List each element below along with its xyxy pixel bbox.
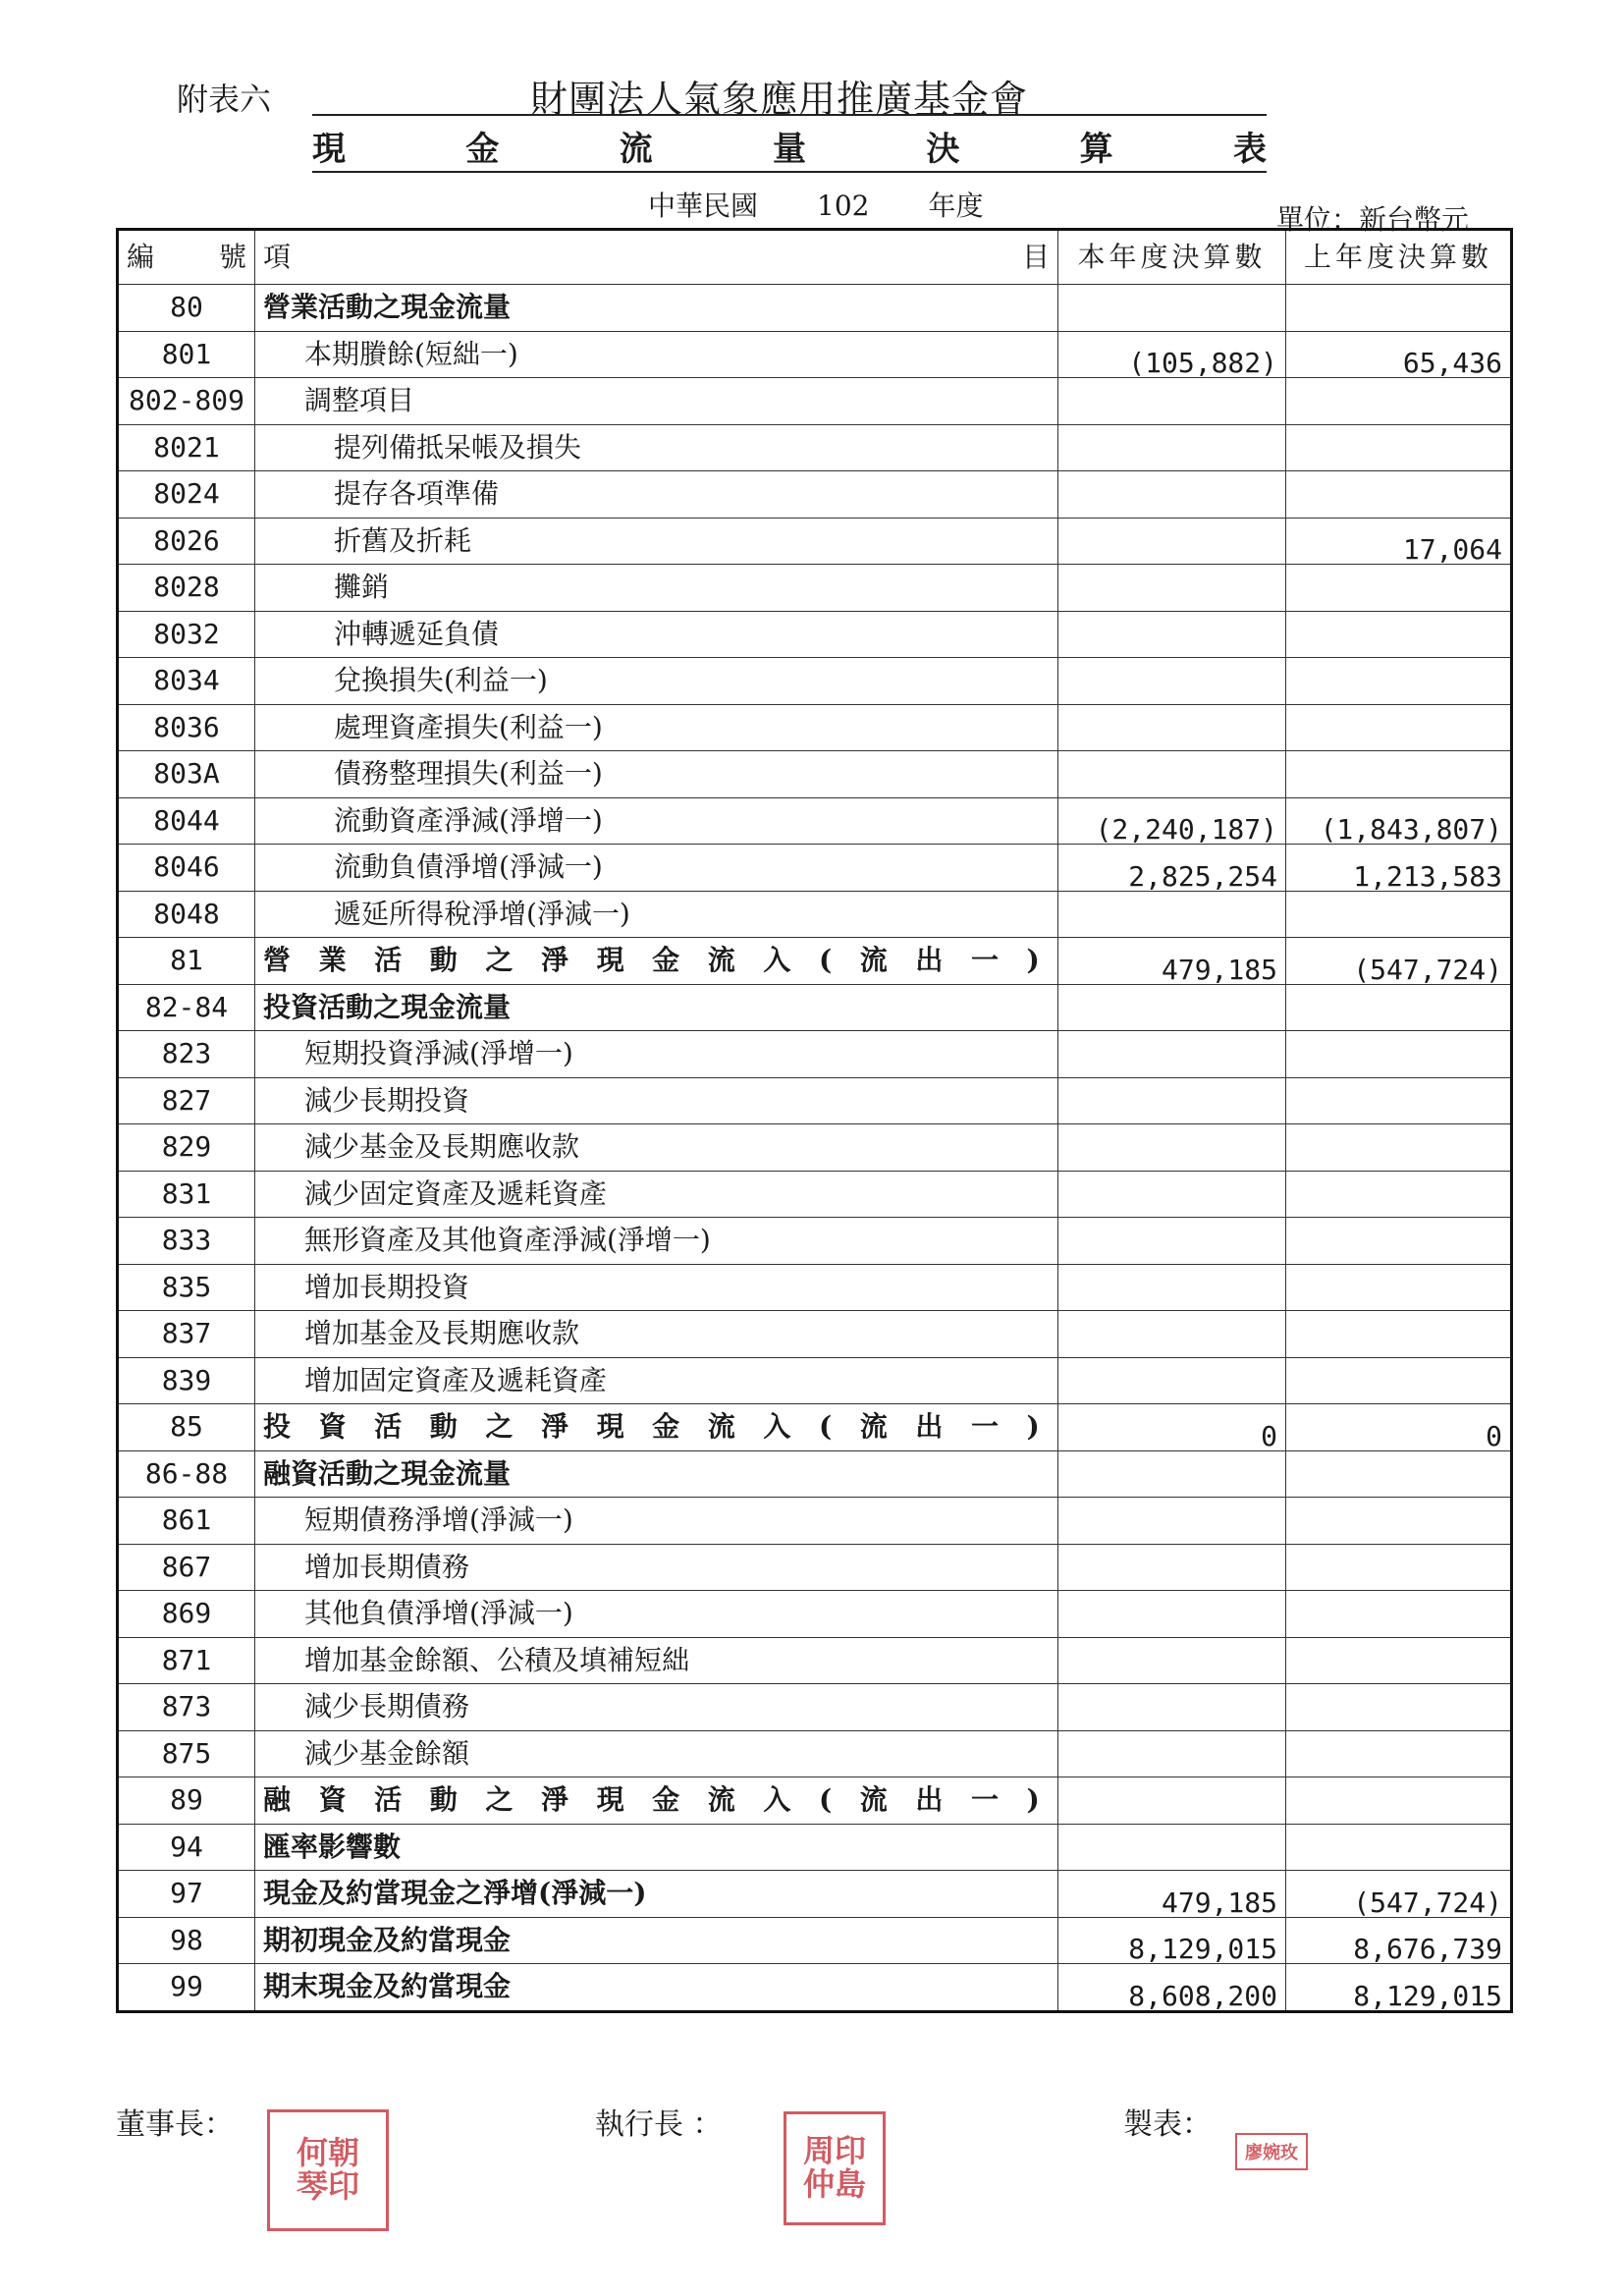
previous-year-amount [1286,891,1512,938]
previous-year-amount [1286,611,1512,658]
row-code: 85 [118,1404,255,1451]
row-code: 8032 [118,611,255,658]
row-item: 短期債務淨增(淨減一) [255,1498,1058,1545]
current-year-amount [1058,1077,1286,1124]
row-item: 流動負債淨增(淨減一) [255,845,1058,892]
title-char: 現 [312,130,346,169]
previous-year-amount: (1,843,807) [1286,797,1512,845]
table-row [118,1824,1512,1871]
previous-year-amount [1286,1777,1512,1825]
row-code: 8034 [118,658,255,705]
table-row [118,984,1512,1031]
previous-year-amount [1286,1637,1512,1684]
row-item: 處理資產損失(利益一) [255,704,1058,751]
current-year-amount [1058,704,1286,751]
table-row [118,1730,1512,1777]
preparer-label: 製表： [1123,2107,1212,2142]
current-year-amount [1058,611,1286,658]
table-row [118,1264,1512,1311]
previous-year-amount [1286,751,1512,798]
organization-name: 財團法人氣象應用推廣基金會 [530,78,1029,121]
row-item: 提存各項準備 [255,471,1058,519]
row-item: 增加基金餘額、公積及填補短絀 [255,1637,1058,1684]
previous-year-amount [1286,1824,1512,1871]
current-year-amount [1058,424,1286,471]
row-item: 流動資產淨減(淨增一) [255,797,1058,845]
row-item: 減少固定資產及遞耗資產 [255,1171,1058,1218]
table-row [118,1917,1512,1964]
code-header: 編 號 [118,230,255,285]
previous-year-amount [1286,1218,1512,1265]
current-year-amount [1058,1498,1286,1545]
previous-year-amount: 1,213,583 [1286,845,1512,892]
previous-year-amount [1286,1591,1512,1638]
table-row [118,331,1512,378]
row-item [255,1404,1058,1451]
currency-unit: 單位：新台幣元 [1276,203,1470,236]
table-row [118,1637,1512,1684]
previous-year-header: 上年度決算數 [1286,230,1512,285]
current-year-amount [1058,1824,1286,1871]
previous-year-amount: 17,064 [1286,518,1512,565]
title-char: 量 [772,130,806,169]
table-row [118,424,1512,471]
current-year-amount: 479,185 [1058,938,1286,985]
current-year-amount: 8,608,200 [1058,1964,1286,2012]
row-code: 8024 [118,471,255,519]
row-item: 攤銷 [255,565,1058,612]
row-item: 期末現金及約當現金 [255,1964,1058,2012]
previous-year-amount [1286,1171,1512,1218]
row-code: 803A [118,751,255,798]
row-item: 現金及約當現金之淨增(淨減一) [255,1871,1058,1918]
row-code: 8036 [118,704,255,751]
current-year-amount [1058,1450,1286,1498]
previous-year-amount: (547,724) [1286,938,1512,985]
previous-year-amount [1286,1031,1512,1078]
current-year-amount [1058,658,1286,705]
row-item: 本期賸餘(短絀一) [255,331,1058,378]
previous-year-amount [1286,471,1512,519]
current-year-amount [1058,1357,1286,1404]
table-row [118,1077,1512,1124]
current-year-amount [1058,285,1286,332]
row-item: 減少基金及長期應收款 [255,1124,1058,1172]
current-year-amount [1058,1124,1286,1172]
table-row [118,518,1512,565]
table-row [118,1777,1512,1825]
row-code: 833 [118,1218,255,1265]
title-char: 算 [1079,130,1113,169]
row-code: 829 [118,1124,255,1172]
current-year-amount: (2,240,187) [1058,797,1286,845]
row-code: 89 [118,1777,255,1825]
row-code: 97 [118,1871,255,1918]
table-row [118,1684,1512,1731]
row-item-text: 投 資 活 動 之 淨 現 金 流 入 ( 流 出 一 ) [263,1410,1040,1444]
previous-year-amount: 65,436 [1286,331,1512,378]
item-header: 項 目 [255,230,1058,285]
row-item: 增加基金及長期應收款 [255,1311,1058,1358]
row-item: 遞延所得稅淨增(淨減一) [255,891,1058,938]
title-underline [312,171,1267,173]
year-number: 102 [817,190,870,222]
table-row [118,1311,1512,1358]
title-char: 流 [619,130,653,169]
table-row [118,1591,1512,1638]
previous-year-amount [1286,1077,1512,1124]
current-year-amount: 0 [1058,1404,1286,1451]
row-item: 匯率影響數 [255,1824,1058,1871]
previous-year-amount [1286,1450,1512,1498]
row-code: 8026 [118,518,255,565]
year-suffix: 年度 [928,190,984,222]
row-code: 861 [118,1498,255,1545]
report-title [312,122,1267,171]
table-row [118,378,1512,425]
current-year-header: 本年度決算數 [1058,230,1286,285]
table-row [118,565,1512,612]
table-row [118,658,1512,705]
table-row [118,471,1512,519]
table-row [118,751,1512,798]
row-code: 82-84 [118,984,255,1031]
previous-year-amount [1286,658,1512,705]
row-item-text: 融 資 活 動 之 淨 現 金 流 入 ( 流 出 一 ) [263,1783,1040,1817]
table-row [118,1871,1512,1918]
appendix-label: 附表六 [177,81,272,118]
previous-year-amount [1286,565,1512,612]
title-char: 決 [926,130,960,169]
chairman-seal: 何朝 琴印 [267,2109,389,2231]
current-year-amount [1058,1730,1286,1777]
previous-year-amount [1286,285,1512,332]
row-item: 增加固定資產及遞耗資產 [255,1357,1058,1404]
previous-year-amount [1286,1311,1512,1358]
table-row [118,797,1512,845]
row-code: 823 [118,1031,255,1078]
table-header-row [118,230,1512,285]
previous-year-amount [1286,1498,1512,1545]
current-year-amount [1058,891,1286,938]
previous-year-amount: 0 [1286,1404,1512,1451]
row-code: 835 [118,1264,255,1311]
table-row [118,1498,1512,1545]
current-year-amount: 479,185 [1058,1871,1286,1918]
row-code: 839 [118,1357,255,1404]
previous-year-amount [1286,1124,1512,1172]
table-row [118,938,1512,985]
cash-flow-table [116,228,1513,2013]
row-item: 減少長期投資 [255,1077,1058,1124]
table-row [118,285,1512,332]
row-item-text: 營 業 活 動 之 淨 現 金 流 入 ( 流 出 一 ) [263,944,1040,977]
table-row [118,1357,1512,1404]
preparer-seal: 廖婉玫 [1235,2133,1308,2170]
previous-year-amount [1286,1684,1512,1731]
current-year-amount [1058,1311,1286,1358]
row-code: 827 [118,1077,255,1124]
table-row [118,1544,1512,1591]
previous-year-amount: 8,676,739 [1286,1917,1512,1964]
row-code: 802-809 [118,378,255,425]
previous-year-amount [1286,1730,1512,1777]
current-year-amount [1058,1171,1286,1218]
org-underline [312,114,1267,116]
row-code: 81 [118,938,255,985]
row-item: 增加長期債務 [255,1544,1058,1591]
previous-year-amount: (547,724) [1286,1871,1512,1918]
previous-year-amount [1286,1264,1512,1311]
table-row [118,1171,1512,1218]
current-year-amount [1058,1264,1286,1311]
row-item: 減少長期債務 [255,1684,1058,1731]
row-code: 94 [118,1824,255,1871]
row-code: 8044 [118,797,255,845]
row-code: 98 [118,1917,255,1964]
table-row [118,845,1512,892]
row-code: 99 [118,1964,255,2012]
table-row [118,611,1512,658]
row-code: 831 [118,1171,255,1218]
row-code: 80 [118,285,255,332]
table-row [118,704,1512,751]
previous-year-amount [1286,704,1512,751]
row-item: 減少基金餘額 [255,1730,1058,1777]
table-row [118,1964,1512,2012]
row-item: 提列備抵呆帳及損失 [255,424,1058,471]
current-year-amount [1058,565,1286,612]
table-row [118,891,1512,938]
row-item: 增加長期投資 [255,1264,1058,1311]
previous-year-amount [1286,1357,1512,1404]
current-year-amount [1058,1031,1286,1078]
current-year-amount [1058,1684,1286,1731]
row-code: 867 [118,1544,255,1591]
current-year-amount [1058,378,1286,425]
table-row [118,1404,1512,1451]
row-item: 沖轉遞延負債 [255,611,1058,658]
table-row [118,1450,1512,1498]
row-code: 86-88 [118,1450,255,1498]
row-item: 期初現金及約當現金 [255,1917,1058,1964]
table-row [118,1031,1512,1078]
row-code: 8048 [118,891,255,938]
year-prefix: 中華民國 [648,190,759,222]
row-item: 調整項目 [255,378,1058,425]
row-item: 其他負債淨增(淨減一) [255,1591,1058,1638]
current-year-amount [1058,471,1286,519]
row-item: 營業活動之現金流量 [255,285,1058,332]
row-item: 短期投資淨減(淨增一) [255,1031,1058,1078]
row-code: 837 [118,1311,255,1358]
title-char: 表 [1232,130,1267,169]
row-code: 8028 [118,565,255,612]
table-row [118,1124,1512,1172]
chairman-label: 董事長： [116,2107,234,2142]
row-item: 債務整理損失(利益一) [255,751,1058,798]
title-char: 金 [465,130,500,169]
current-year-amount [1058,1218,1286,1265]
current-year-amount [1058,751,1286,798]
row-code: 8021 [118,424,255,471]
row-code: 875 [118,1730,255,1777]
row-code: 871 [118,1637,255,1684]
previous-year-amount [1286,424,1512,471]
current-year-amount: 2,825,254 [1058,845,1286,892]
fiscal-year [648,185,983,224]
current-year-amount [1058,1777,1286,1825]
ceo-label: 執行長 ： [595,2107,723,2142]
row-code: 869 [118,1591,255,1638]
current-year-amount [1058,984,1286,1031]
row-item [255,938,1058,985]
row-item: 折舊及折耗 [255,518,1058,565]
row-code: 801 [118,331,255,378]
table-row [118,1218,1512,1265]
row-item: 無形資產及其他資產淨減(淨增一) [255,1218,1058,1265]
previous-year-amount: 8,129,015 [1286,1964,1512,2012]
ceo-seal: 周印 仲島 [784,2111,886,2225]
current-year-amount [1058,1637,1286,1684]
current-year-amount [1058,1591,1286,1638]
row-code: 873 [118,1684,255,1731]
previous-year-amount [1286,984,1512,1031]
previous-year-amount [1286,378,1512,425]
current-year-amount [1058,518,1286,565]
row-code: 8046 [118,845,255,892]
row-item: 投資活動之現金流量 [255,984,1058,1031]
current-year-amount [1058,1544,1286,1591]
row-item: 兌換損失(利益一) [255,658,1058,705]
current-year-amount: 8,129,015 [1058,1917,1286,1964]
row-item: 融資活動之現金流量 [255,1450,1058,1498]
previous-year-amount [1286,1544,1512,1591]
current-year-amount: (105,882) [1058,331,1286,378]
row-item [255,1777,1058,1825]
